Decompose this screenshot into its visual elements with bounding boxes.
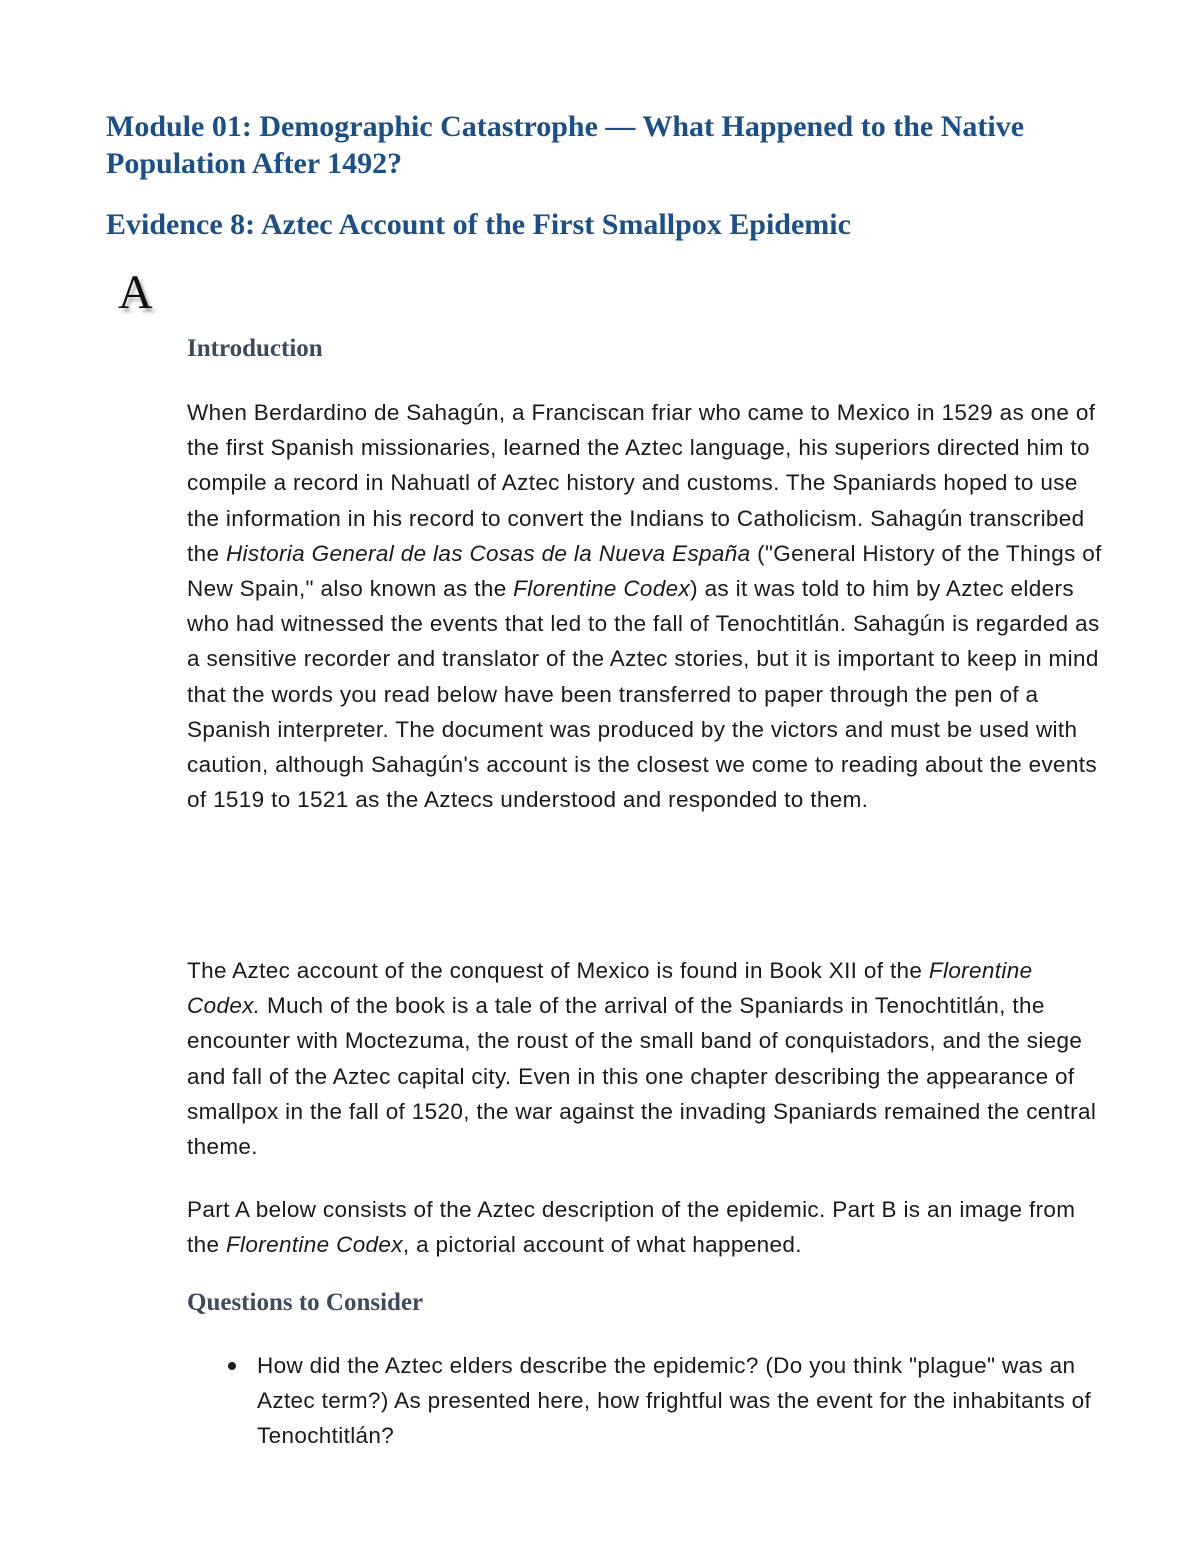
- questions-heading: Questions to Consider: [187, 1289, 424, 1316]
- introduction-heading: Introduction: [187, 335, 323, 362]
- italic-title-florentine-codex: Florentine Codex.: [187, 958, 1033, 1019]
- text-run: Much of the book is a tale of the arrival of the Spaniards in Tenochtitlán, the encounter with Moctezuma, the roust of the small band of conquistadors, and the siege and fall of the Aztec capital city. Even in this one chapter describing the appearance of smallpox in the fall of 1520, the war against the invading Spaniards remained the central theme.: [187, 993, 1097, 1160]
- italic-title-florentine-codex: Florentine Codex: [513, 576, 691, 602]
- introduction-paragraph-3: [187, 1192, 1102, 1262]
- introduction-paragraph-1: [187, 395, 1102, 817]
- introduction-paragraph-2: [187, 953, 1102, 1164]
- bullet-icon: [228, 1362, 236, 1370]
- text-run: ("General History of the Things of New Spain," also known as the: [187, 540, 1102, 602]
- italic-title-florentine-codex: Florentine Codex: [225, 1232, 403, 1258]
- text-run: When Berdardino de Sahagún, a Franciscan friar who came to Mexico in 1529 as one of the first Spanish missionaries, learned the Aztec language, his superiors directed him to compile a record in Nahuatl of Aztec history and customs. The Spaniards hoped to use the information in his record to convert the Indians to Catholicism. Sahagún transcribed the: [187, 400, 1096, 566]
- questions-list: [187, 1348, 1102, 1454]
- evidence-title: Evidence 8: Aztec Account of the First Smallpox Epidemic: [106, 208, 851, 241]
- text-run: , a pictorial account of what happened.: [402, 1232, 802, 1258]
- question-item: [187, 1348, 1102, 1454]
- text-run: ) as it was told to him by Aztec elders who had witnessed the events that led to the fall of Tenochtitlán. Sahagún is regarded as a sensitive recorder and translator of the Aztec stories, but it is important to keep in mind that the words you read below have been transferred to paper through the pen of a Spanish interpreter. The document was produced by the victors and must be used with caution, although Sahagún's account is the closest we come to reading about the events of 1519 to 1521 as the Aztecs understood and responded to them.: [187, 576, 1100, 813]
- text-run: Part A below consists of the Aztec description of the epidemic. Part B is an image from the: [187, 1197, 1076, 1258]
- italic-title-historia-general: Historia General de las Cosas de la Nueva España: [225, 540, 751, 566]
- module-title: Module 01: Demographic Catastrophe — What Happened to the Native Population After 1492?: [106, 110, 1025, 180]
- question-text: How did the Aztec elders describe the epidemic? (Do you think "plague" was an Aztec term?) As presented here, how frightful was the event for the inhabitants of Tenochtitlán?: [257, 1353, 1092, 1449]
- part-letter-label: A: [118, 266, 153, 319]
- text-run: The Aztec account of the conquest of Mexico is found in Book XII of the: [187, 958, 929, 983]
